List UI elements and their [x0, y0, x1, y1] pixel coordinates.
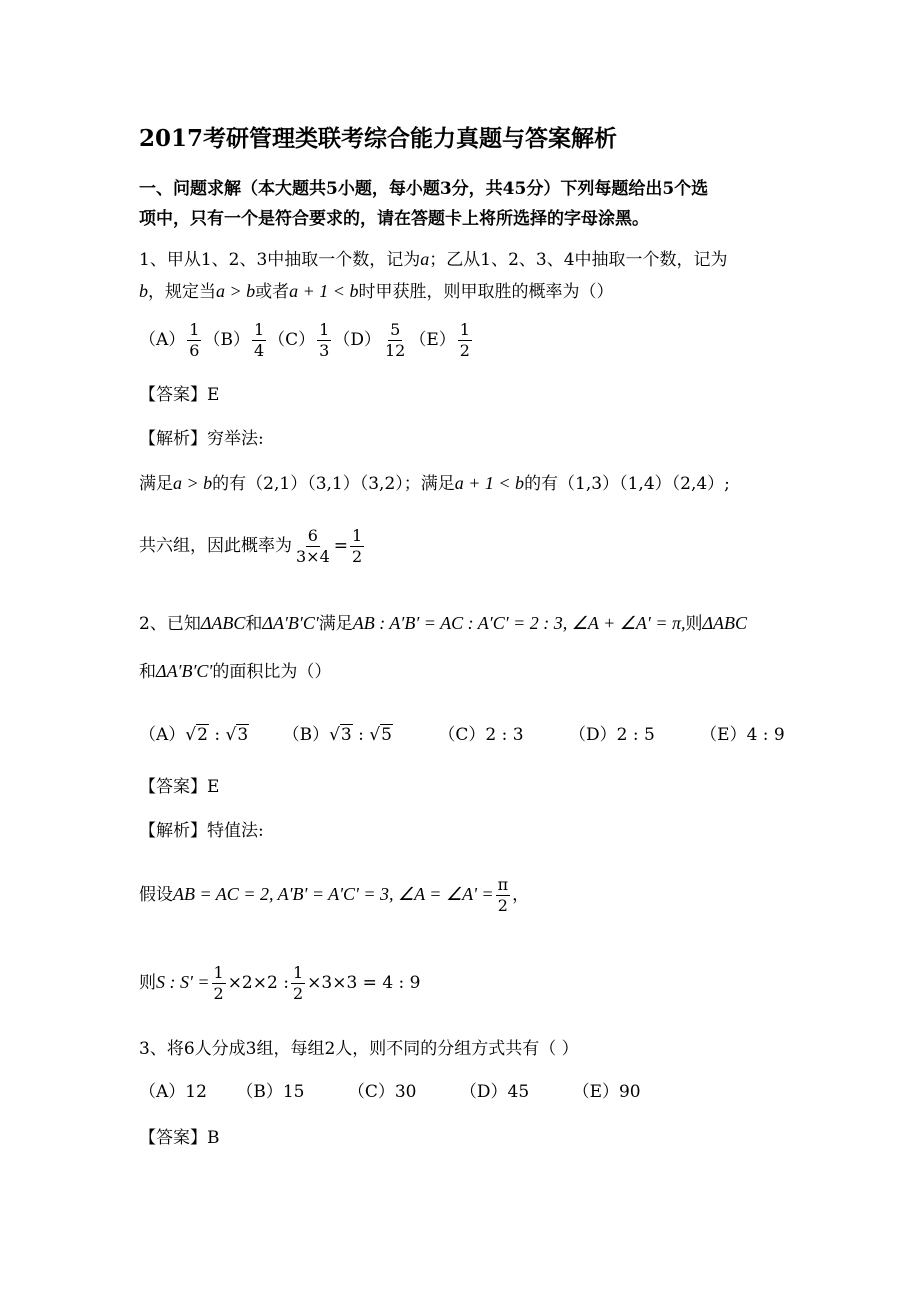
q3-option-b[interactable]: （B）15 [236, 1082, 305, 1102]
q1-cond-2: a + 1 < b [289, 281, 359, 301]
q1-var-b: b [139, 281, 148, 301]
q1-answer-value: E [207, 385, 220, 405]
q2-stem-line-1: 2、已知ΔABC和ΔA′B′C′满足AB : A′B′ = AC : A′C′ = 2 : 3, ∠A + ∠A′ = π,则ΔABC [139, 613, 748, 634]
q2-analysis-then: 则S : S' = $\frac{1}{2}$ ×2×2 : $\frac{1}{2}$ ×3×3 = 4 : 9 [139, 963, 421, 1003]
q2-answer: 【答案】E [139, 777, 220, 797]
page-title: 2017考研管理类联考综合能力真题与答案解析 [139, 125, 618, 152]
q2-option-d[interactable]: （D）2 : 5 [568, 725, 655, 745]
section-heading-line-2: 项中，只有一个是符合要求的，请在答题卡上将所选择的字母涂黑。 [139, 209, 649, 229]
q1-var-a: a [420, 249, 430, 269]
q1-options [139, 320, 474, 360]
q2-stem-line-2: 和ΔA′B′C′的面积比为（） [139, 661, 332, 682]
q1-stem-line-2 [139, 280, 613, 303]
q3-option-d[interactable]: （D）45 [459, 1082, 530, 1102]
q2-analysis-assume: 假设AB = AC = 2, A'B' = A'C' = 3, ∠A = ∠A' = $\frac{\pi}{2}$ ， [139, 875, 530, 915]
q1-answer: 【答案】E [139, 385, 220, 405]
q3-stem: 3、将6人分成3组，每组2人，则不同的分组方式共有（ ） [139, 1039, 579, 1059]
q1-text: 1、甲从1、2、3中抽取一个数，记为 [139, 250, 421, 270]
q1-text: 时甲获胜，则甲取胜的概率为（） [358, 282, 614, 302]
section-heading-line-1: 一、问题求解（本大题共5小题，每小题3分，共45分）下列每题给出5个选 [139, 179, 709, 199]
q1-analysis: 【解析】穷举法: [139, 429, 264, 449]
q1-stem-line-1 [139, 248, 728, 271]
q1-cond-1: a > b [216, 281, 256, 301]
q3-answer: 【答案】B [139, 1128, 220, 1148]
q3-option-e[interactable]: （E）90 [572, 1082, 641, 1102]
q2-analysis: 【解析】特值法: [139, 821, 264, 841]
q1-text: ，规定当 [148, 282, 216, 302]
q2-option-a[interactable]: （A）√2 : √3 [139, 725, 249, 745]
q1-analysis-line-2: 共六组，因此概率为 $\frac{6}{3\times 4}$ = $\frac{1}{2}$ [139, 526, 363, 566]
q3-options [139, 1081, 641, 1103]
q3-option-c[interactable]: （C）30 [347, 1082, 417, 1102]
q1-option-b[interactable]: （B） $\frac{1}{4}$ [203, 320, 265, 360]
q2-answer-value: E [207, 777, 220, 797]
q1-option-c[interactable]: （C） $\frac{1}{3}$ [268, 320, 330, 360]
q1-option-d[interactable]: （D） $\frac{5}{12}$ [333, 320, 406, 360]
q2-option-b[interactable]: （B）√3 : √5 [282, 725, 392, 745]
q2-option-c[interactable]: （C）2 : 3 [438, 725, 524, 745]
q2-option-e[interactable]: （E）4 : 9 [700, 725, 785, 745]
q3-answer-value: B [207, 1128, 220, 1148]
q3-option-a[interactable]: （A）12 [139, 1082, 207, 1102]
q2-options [139, 724, 785, 746]
q1-option-a[interactable]: （A） $\frac{1}{6}$ [139, 320, 200, 360]
q1-text: 或者 [255, 282, 290, 302]
q1-text: ；乙从1、2、3、4中抽取一个数，记为 [429, 250, 728, 270]
q1-option-e[interactable]: （E） $\frac{1}{2}$ [409, 320, 470, 360]
q1-analysis-line-1: 满足a > b的有（2,1）（3,1）（3,2）；满足a + 1 < b的有（1,3）（1,4）（2,4）; [139, 473, 730, 494]
